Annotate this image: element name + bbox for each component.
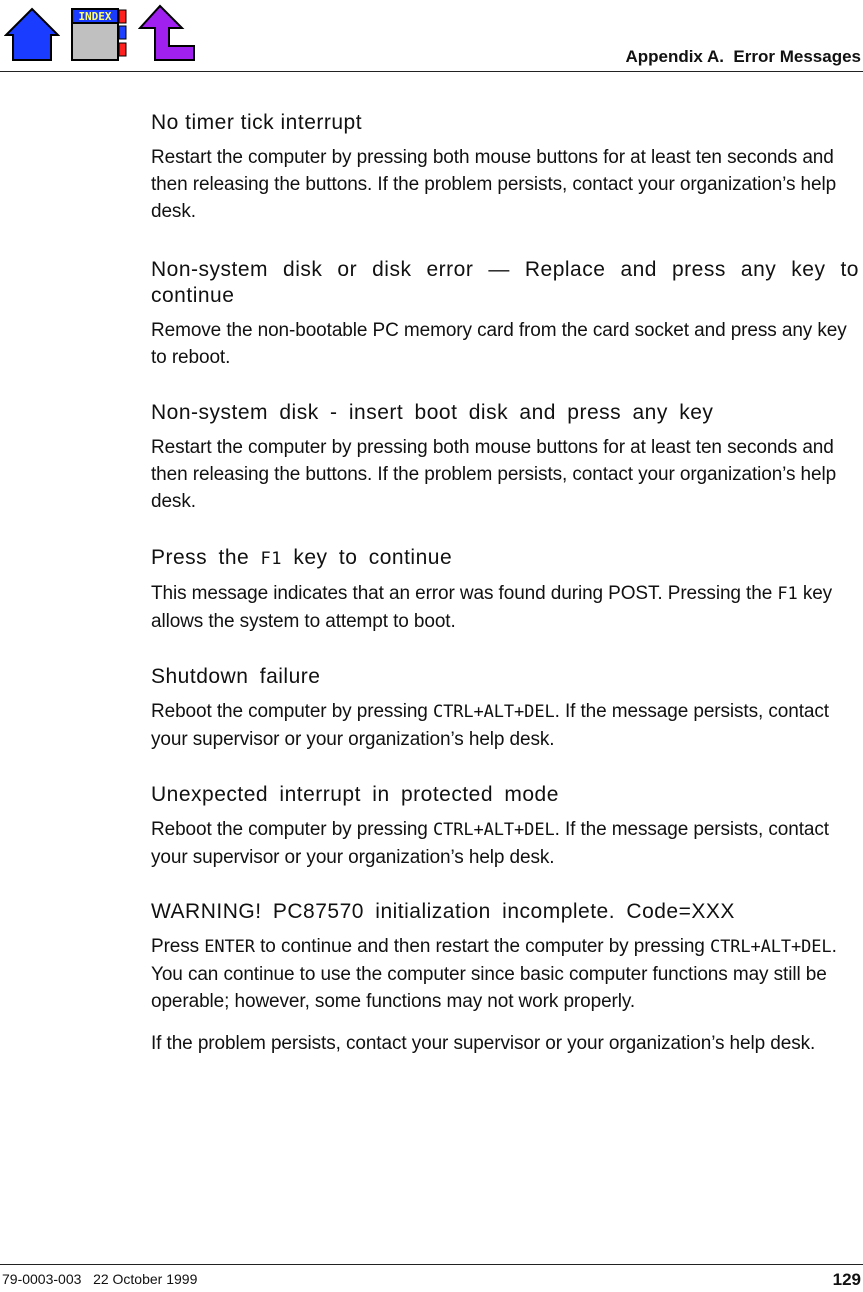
error-heading: Shutdown failure	[151, 665, 321, 688]
description-text: . If the message persists, contact your supervisor or your organization’s help desk.	[151, 819, 829, 868]
description-text: . You can continue to use the computer since basic computer functions may still be operable; however, some functions may not work properly.	[151, 936, 837, 1012]
error-entry	[151, 782, 859, 871]
key-combination: CTRL+ALT+DEL	[432, 820, 555, 840]
index-icon	[70, 6, 128, 62]
error-description: Restart the computer by pressing both mouse buttons for at least ten seconds and then releasing the buttons. If the problem persists, contact your organization’s help desk.	[151, 147, 837, 222]
description-text: Reboot the computer by pressing	[151, 701, 433, 722]
home-button[interactable]	[4, 6, 60, 62]
error-entry	[151, 545, 859, 635]
heading-text: Press the	[151, 546, 261, 569]
error-description	[151, 933, 859, 1015]
error-heading: No timer tick interrupt	[151, 111, 363, 134]
error-heading: Non-system disk - insert boot disk and press any key	[151, 401, 714, 424]
page-content	[151, 110, 859, 1057]
error-description	[151, 580, 859, 635]
back-button[interactable]	[138, 4, 196, 62]
up-arrow-icon	[138, 4, 196, 62]
description-text: Reboot the computer by pressing	[151, 819, 433, 840]
home-icon	[4, 6, 60, 62]
error-entry	[151, 899, 859, 1057]
error-description: Restart the computer by pressing both mouse buttons for at least ten seconds and then releasing the buttons. If the problem persists, contact your organization’s help desk.	[151, 437, 837, 512]
error-description	[151, 816, 859, 871]
error-heading: WARNING! PC87570 initialization incomplete. Code=XXX	[151, 900, 735, 923]
key-combination: CTRL+ALT+DEL	[432, 702, 555, 722]
description-text: Press	[151, 936, 205, 957]
key-name: F1	[777, 584, 798, 604]
error-heading: Non-system disk or disk error — Replace and press any key to continue	[151, 258, 859, 307]
error-description	[151, 698, 859, 753]
description-text: key allows the system to attempt to boot.	[151, 583, 833, 632]
page-number: 129	[832, 1270, 861, 1289]
navigation-bar	[4, 2, 196, 62]
key-name: F1	[260, 549, 283, 569]
document-id: 79-0003-003 22 October 1999	[2, 1271, 198, 1287]
error-entry	[151, 400, 859, 515]
error-heading: Unexpected interrupt in protected mode	[151, 783, 559, 806]
footer-rule	[0, 1264, 863, 1265]
error-description-extra: If the problem persists, contact your supervisor or your organization’s help desk.	[151, 1033, 816, 1054]
error-description: Remove the non-bootable PC memory card from the card socket and press any key to reboot.	[151, 320, 847, 368]
index-button[interactable]	[70, 6, 128, 62]
key-combination: CTRL+ALT+DEL	[709, 937, 832, 957]
error-entry	[151, 664, 859, 753]
description-text: to continue and then restart the computer by pressing	[254, 936, 710, 957]
header-rule	[0, 71, 863, 72]
error-heading	[151, 545, 859, 572]
running-header: Appendix A. Error Messages	[625, 47, 861, 66]
error-entry	[151, 110, 859, 225]
heading-text: key to continue	[282, 546, 453, 569]
error-entry	[151, 257, 859, 371]
key-name: ENTER	[204, 937, 255, 957]
description-text: This message indicates that an error was found during POST. Pressing the	[151, 583, 778, 604]
index-icon-label: INDEX	[78, 10, 112, 23]
description-text: . If the message persists, contact your supervisor or your organization’s help desk.	[151, 701, 829, 750]
